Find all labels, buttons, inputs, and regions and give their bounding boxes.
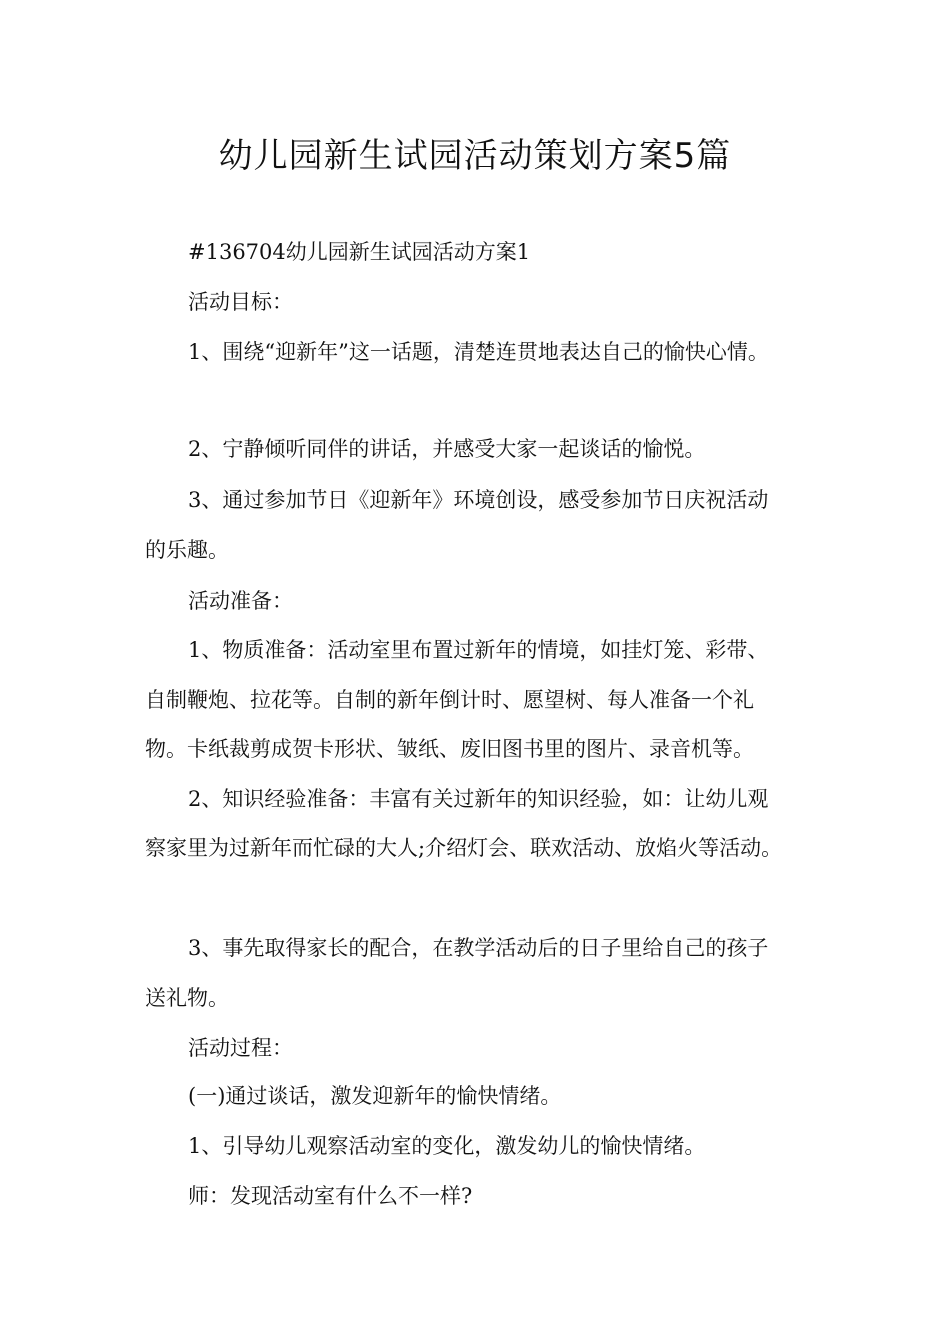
paragraph-line: 活动过程： <box>188 1036 293 1060</box>
paragraph-line: 活动准备： <box>188 589 293 613</box>
paragraph-line: 3、事先取得家长的配合，在教学活动后的日子里给自己的孩子 <box>188 936 769 960</box>
paragraph-line: 1、物质准备：活动室里布置过新年的情境，如挂灯笼、彩带、 <box>188 638 769 662</box>
paragraph-line: 送礼物。 <box>145 986 229 1010</box>
paragraph-line: 2、知识经验准备：丰富有关过新年的知识经验，如：让幼儿观 <box>188 787 769 811</box>
paragraph-line: 1、围绕“迎新年”这一话题，清楚连贯地表达自己的愉快心情。 <box>188 340 769 364</box>
paragraph-line: 物。卡纸裁剪成贺卡形状、皱纸、废旧图书里的图片、录音机等。 <box>145 737 754 761</box>
paragraph-line: 3、通过参加节日《迎新年》环境创设，感受参加节日庆祝活动 <box>188 488 769 512</box>
paragraph-line: 活动目标： <box>188 290 293 314</box>
paragraph-line: (一)通过谈话，激发迎新年的愉快情绪。 <box>188 1084 562 1108</box>
paragraph-line: 1、引导幼儿观察活动室的变化，激发幼儿的愉快情绪。 <box>188 1134 706 1158</box>
paragraph-line: 的乐趣。 <box>145 538 229 562</box>
paragraph-line: 察家里为过新年而忙碌的大人;介绍灯会、联欢活动、放焰火等活动。 <box>145 836 783 860</box>
paragraph-line: 师：发现活动室有什么不一样? <box>188 1184 473 1208</box>
document-title: 幼儿园新生试园活动策划方案5篇 <box>218 136 732 176</box>
paragraph-line: 2、宁静倾听同伴的讲话，并感受大家一起谈话的愉悦。 <box>188 437 706 461</box>
paragraph-line: 自制鞭炮、拉花等。自制的新年倒计时、愿望树、每人准备一个礼 <box>145 688 754 712</box>
section-heading: #136704幼儿园新生试园活动方案1 <box>188 240 531 264</box>
